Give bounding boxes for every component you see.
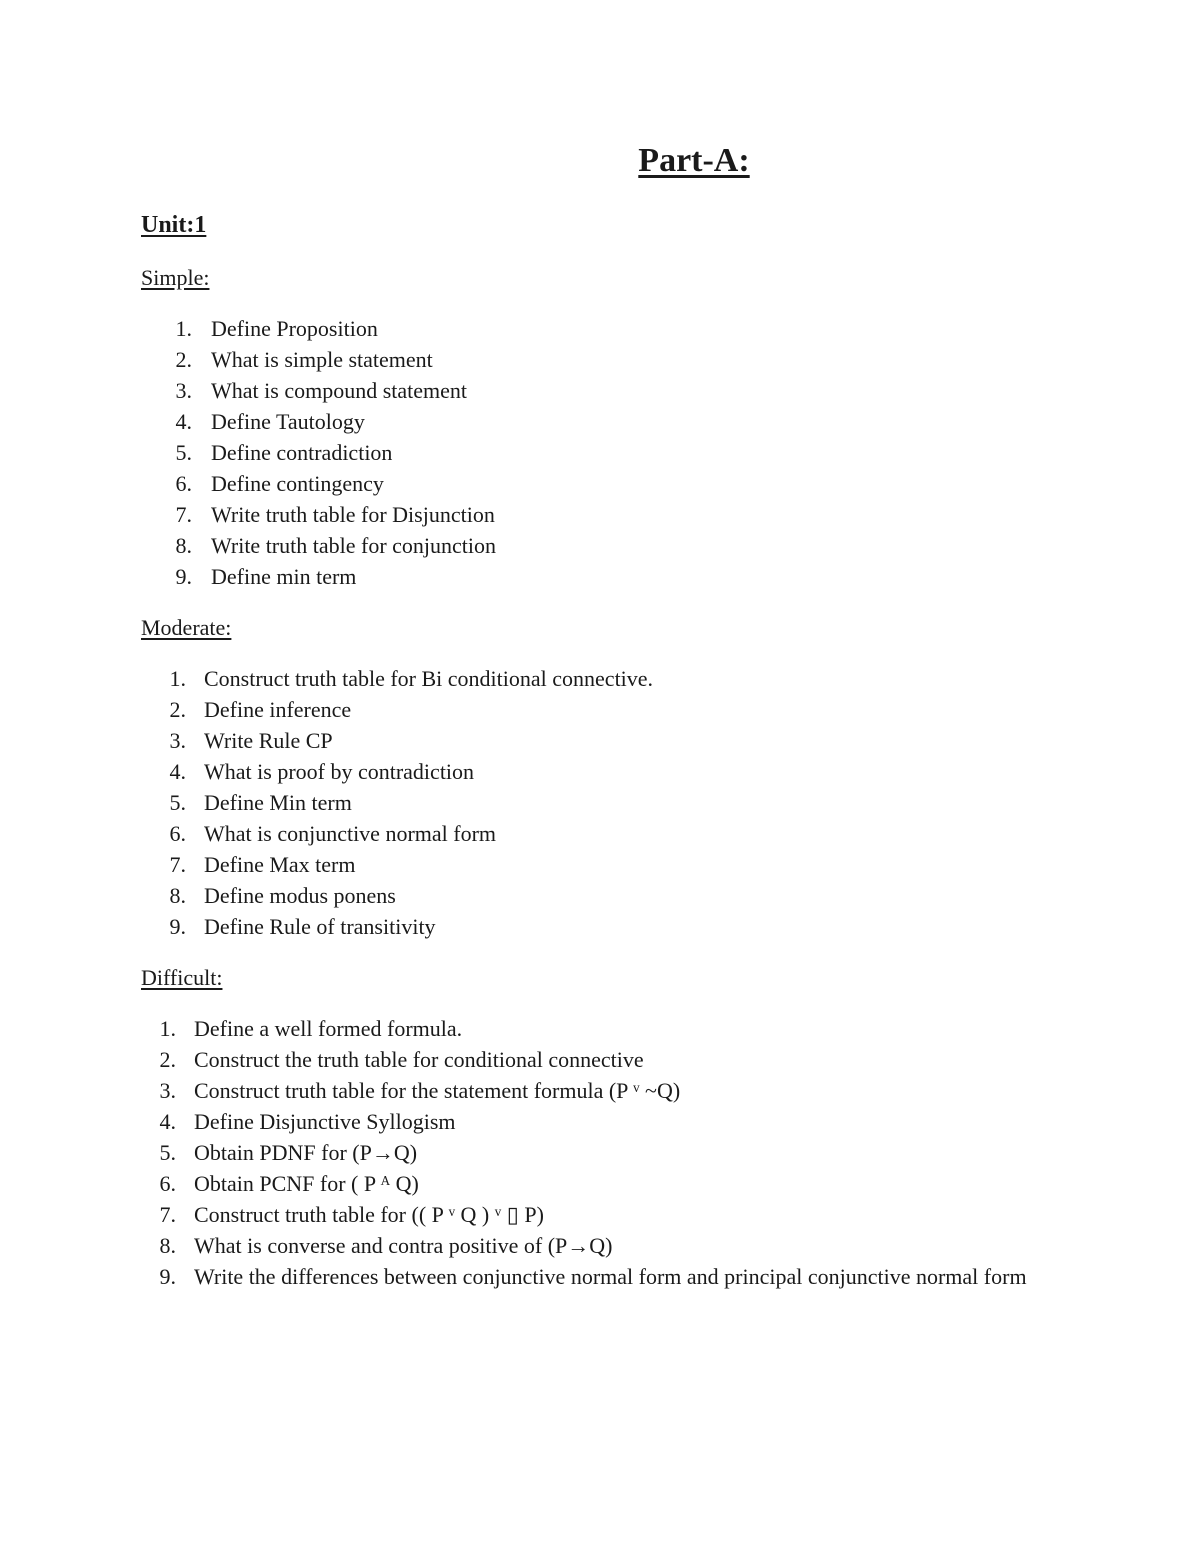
item-text: Construct truth table for the statement formula (P ᵛ ~Q)	[194, 1078, 681, 1103]
item-number: 2.	[175, 347, 192, 372]
item-number: 9.	[169, 914, 186, 939]
item-number: 4.	[169, 759, 186, 784]
item-number: 4.	[159, 1109, 176, 1134]
item-number: 2.	[169, 697, 186, 722]
list-item	[0, 499, 496, 530]
list-item	[0, 1168, 1064, 1199]
item-text: Define Rule of transitivity	[204, 914, 436, 939]
item-text: What is simple statement	[211, 347, 433, 372]
list-item	[0, 406, 496, 437]
list-item	[0, 1199, 1064, 1230]
page-title: Part-A:	[638, 142, 750, 179]
list-item	[0, 787, 653, 818]
item-number: 9.	[175, 564, 192, 589]
list-item	[0, 1075, 1064, 1106]
item-number: 8.	[159, 1233, 176, 1258]
item-text: Write Rule CP	[204, 728, 333, 753]
list-item	[0, 1230, 1064, 1261]
item-text: Define Max term	[204, 852, 356, 877]
list-item	[0, 1044, 1064, 1075]
item-text: Construct truth table for Bi conditional connective.	[204, 666, 654, 691]
item-number: 7.	[175, 502, 192, 527]
item-text: Define Min term	[204, 790, 352, 815]
item-text: Write truth table for Disjunction	[211, 502, 495, 527]
list-item	[0, 1013, 1064, 1044]
list-item	[0, 849, 653, 880]
list-item	[0, 437, 496, 468]
item-text: Define Tautology	[211, 409, 365, 434]
item-text: Define contradiction	[211, 440, 393, 465]
question-list-simple	[0, 313, 496, 592]
list-item	[0, 725, 653, 756]
item-number: 3.	[169, 728, 186, 753]
section-heading-simple: Simple:	[141, 265, 210, 290]
list-item	[0, 911, 653, 942]
item-text: What is compound statement	[211, 378, 467, 403]
question-list-moderate	[0, 663, 653, 942]
section-heading-difficult: Difficult:	[141, 965, 223, 990]
item-text: What is proof by contradiction	[204, 759, 475, 784]
list-item	[0, 1137, 1064, 1168]
item-number: 5.	[175, 440, 192, 465]
item-number: 8.	[175, 533, 192, 558]
item-text: What is converse and contra positive of (P→Q)	[194, 1233, 613, 1258]
list-item	[0, 1106, 1064, 1137]
list-item	[0, 663, 653, 694]
item-text: What is conjunctive normal form	[204, 821, 497, 846]
item-number: 8.	[169, 883, 186, 908]
item-number: 4.	[175, 409, 192, 434]
list-item	[0, 1261, 1064, 1292]
item-number: 6.	[175, 471, 192, 496]
item-number: 1.	[159, 1016, 176, 1041]
list-item	[0, 756, 653, 787]
item-number: 3.	[159, 1078, 176, 1103]
list-item	[0, 818, 653, 849]
item-text: Write truth table for conjunction	[211, 533, 497, 558]
item-text: Construct the truth table for conditional connective	[194, 1047, 644, 1072]
unit-heading: Unit:1	[141, 212, 207, 238]
item-number: 7.	[159, 1202, 176, 1227]
list-item	[0, 313, 496, 344]
list-item	[0, 468, 496, 499]
list-item	[0, 530, 496, 561]
item-text: Obtain PDNF for (P→Q)	[194, 1140, 418, 1165]
section-heading-moderate: Moderate:	[141, 615, 232, 640]
list-item	[0, 880, 653, 911]
item-number: 7.	[169, 852, 186, 877]
item-text: Define min term	[211, 564, 357, 589]
item-number: 5.	[159, 1140, 176, 1165]
item-text: Define Disjunctive Syllogism	[194, 1109, 456, 1134]
item-text: Obtain PCNF for ( P ᴬ Q)	[194, 1171, 419, 1196]
item-number: 3.	[175, 378, 192, 403]
item-number: 9.	[159, 1264, 176, 1289]
item-text: Define contingency	[211, 471, 384, 496]
item-number: 1.	[169, 666, 186, 691]
item-text: Define modus ponens	[204, 883, 396, 908]
list-item	[0, 694, 653, 725]
list-item	[0, 375, 496, 406]
item-number: 2.	[159, 1047, 176, 1072]
item-text: Construct truth table for (( P ᵛ Q ) ᵛ ▯ P)	[194, 1202, 544, 1227]
item-text: Define Proposition	[211, 316, 378, 341]
item-number: 1.	[175, 316, 192, 341]
list-item	[0, 344, 496, 375]
list-item	[0, 561, 496, 592]
item-text: Define a well formed formula.	[194, 1016, 463, 1041]
item-number: 5.	[169, 790, 186, 815]
question-list-difficult	[0, 1013, 1064, 1292]
item-text: Define inference	[204, 697, 352, 722]
item-text: Write the differences between conjunctive normal form and principal conjunctive normal form	[194, 1264, 1027, 1289]
item-number: 6.	[159, 1171, 176, 1196]
item-number: 6.	[169, 821, 186, 846]
